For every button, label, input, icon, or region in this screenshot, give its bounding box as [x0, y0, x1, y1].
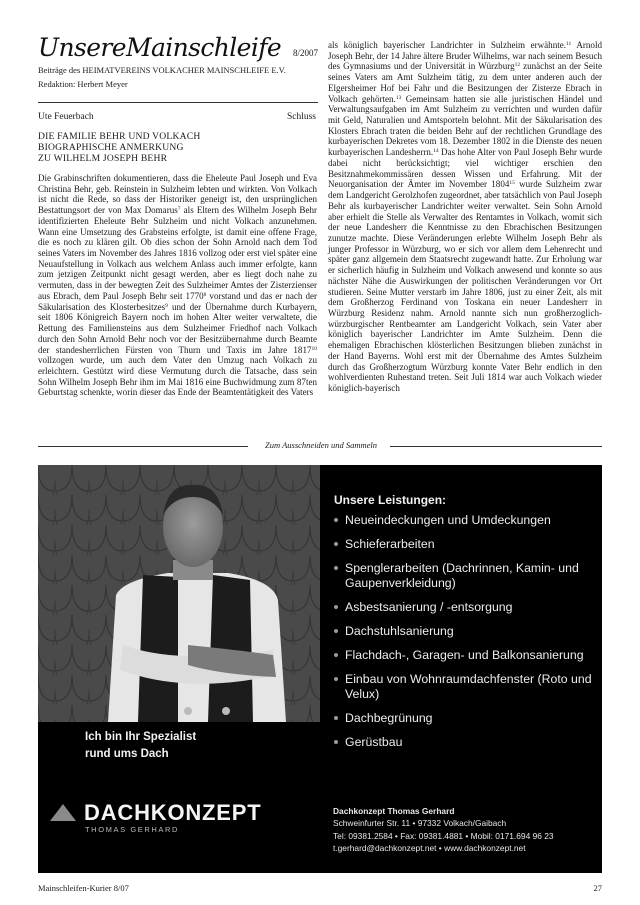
text-run: und der Übernahme durch Kurbayern, seit 1806 Königreich Bayern noch im hohen Alter weiter verwaltete, die Rettung des Familiensteins aus dem Sulzheimer Friedhof nach Volkach durch den Sohn Arnold Behr noch vor der Besitzübernahme durch Beamte der standesherrlichen Fürsten von Thurn und Taxis im Jahre 1817 [38, 301, 317, 355]
footnote-ref: 9 [165, 302, 168, 309]
service-label: Flachdach-, Garagen- und Balkonsanierung [345, 648, 584, 662]
claim-line: Ich bin Ihr Spezialist [85, 731, 197, 743]
cut-line-rule-right [390, 446, 602, 447]
part-label: Schluss [286, 112, 316, 122]
headline-line: BIOGRAPHISCHE ANMERKUNG [38, 142, 184, 153]
text-run: als Eltern des Wilhelm Joseph Behr identifizierten Eheleute Behr Sulzheim und nicht Volkach anzunehmen. Wann eine Umsetzung des Grabsteins erfolgte, ist damit eine offene Frage, die es noch zu klären gilt. Ob dies schon der Sohn Arnold nach dem Tod seines Vaters im November des Jahres 1816 vollzog oder erst viel später eine Neuaufstellung in Volkach aus welchem Anlass auch immer erfolgte, kann zum jetzigen Zeitpunkt nicht gesagt werden, aber es liegt doch nahe zu vermuten, dass in der bewegten Zeit des Sulzheimer Amtes der Zisterzienser aus Ebrach, dem Paul Joseph Behr seit 1770 [38, 205, 317, 301]
advertisement [38, 465, 602, 873]
masthead-rule [38, 102, 318, 103]
logo-wordmark: DACHKONZEPT [84, 800, 262, 825]
text-run: Gemeinsam hatten sie alle juristischen Händel und Verwaltungsaufgaben im Amt Sulzheim zu verrichten und wurden dafür mit Geld, Naturalien und Amtsporteln belohnt. Mit der Säkularisation des Klosters Ebrach traten die beiden Behr auf der rechtlichen Grundlage des kurbayerischen Dekretes vom 18. Dezember 1802 in die Dienste des neuen kurbayerischen Landesherrn. [328, 93, 602, 158]
footnote-ref: 14 [433, 148, 439, 155]
bullet-icon [334, 716, 338, 720]
magazine-title: UnsereMainschleife [38, 33, 282, 62]
footnote-ref: 10 [311, 345, 317, 352]
service-label: Gerüstbau [345, 735, 403, 749]
contact-web[interactable]: t.gerhard@dachkonzept.net • www.dachkonzept.net [333, 843, 526, 854]
footnote-ref: 8 [203, 291, 207, 298]
cut-line-rule-left [38, 446, 248, 447]
article-column-right [328, 40, 602, 394]
roof-triangle-icon [50, 804, 76, 821]
author: Ute Feuerbach [38, 112, 94, 122]
text-run: als königlich bayerischer Landrichter in Sulzheim erwähnte. [328, 40, 567, 50]
bullet-icon [334, 653, 338, 657]
page-footer [38, 883, 602, 893]
footnote-ref: 7 [177, 206, 181, 213]
service-item [334, 648, 594, 663]
portrait-illustration [38, 465, 320, 722]
article-column-left [38, 173, 317, 398]
footnote-ref: 15 [509, 180, 515, 187]
text-run: zunächst an der Seite seines Vaters am Amt Sulzheim tätig, zu dem unter anderen auch der Elgersheimer Hof bei Fahr und die Besitzungen der Zisterze Ebrach in Volkach gehörten. [328, 61, 602, 104]
headline-line: ZU WILHELM JOSEPH BEHR [38, 153, 168, 164]
footnote-ref: 11 [566, 41, 572, 47]
footnote-ref: 12 [514, 62, 521, 69]
cut-line [38, 440, 602, 452]
bullet-icon [334, 518, 338, 522]
article-headline [38, 131, 318, 164]
headline-line: DIE FAMILIE BEHR UND VOLKACH [38, 131, 201, 142]
service-label: Dachstuhlsanierung [345, 624, 454, 638]
bullet-icon [334, 740, 338, 744]
bullet-icon [334, 677, 338, 681]
service-item [334, 711, 594, 726]
service-label: Asbestsanierung / -entsorgung [345, 600, 513, 614]
bullet-icon [334, 566, 338, 570]
bullet-icon [334, 605, 338, 609]
service-label: Einbau von Wohnraumdachfenster (Roto und Velux) [345, 672, 592, 701]
contact-company: Dachkonzept Thomas Gerhard [333, 806, 455, 816]
services-list [334, 513, 594, 759]
claim-line: rund ums Dach [85, 748, 169, 760]
service-label: Neueindeckungen und Umdeckungen [345, 513, 551, 527]
body-text-right [328, 40, 602, 394]
text-run: Arnold Joseph Behr, der 14 Jahre ältere Bruder Wilhelms, war nach seinem Besuch des Gymnasiums und der Universität in Würzburg [328, 40, 602, 72]
services-title: Unsere Leistungen: [334, 493, 447, 507]
bullet-icon [334, 542, 338, 546]
logo-subtitle: THOMAS GERHARD [85, 825, 180, 834]
text-run: Das hohe Alter von Paul Joseph Behr wurde dabei nicht berücksichtigt; viel wichtiger erschien den Besitznahmekommissären dessen Wissen und Erfahrung. Mit der Neuorganisation der Ämter im November 1804 [328, 147, 602, 190]
service-item [334, 735, 594, 750]
masthead [38, 34, 318, 90]
service-label: Spenglerarbeiten (Dachrinnen, Kamin- und Gaupenverkleidung) [345, 561, 579, 590]
service-item [334, 624, 594, 639]
portrait-photo [38, 465, 320, 722]
ad-claim [85, 729, 196, 763]
service-label: Dachbegrünung [345, 711, 433, 725]
service-item [334, 600, 594, 615]
contact-info [333, 805, 554, 855]
text-run: wurde Sulzheim zwar dem Landgericht Gerolzhofen zugeordnet, aber tatsächlich von Paul Joseph Behr als kurbayerischer Landrichter weiter verwaltet. Sein Sohn Arnold aber erhielt die Stelle als Verwalter des Rentamtes in Volkach, womit sich der neue Landesherr die Kenntnisse zu den Ebrachischen Besitzungen zunutze machte. Diese Veränderungen erlebte Wilhelm Joseph Behr als junger Professor in Würzburg, wo er sich vor allem dem Lehenrecht und später ganz allgemein dem Staatsrecht zugewandt hatte. Zur Erholung war er sicherlich häufig in Sulzheim und Volkach anwesend und konnte so aus nächster Nähe die Auswirkungen der politischen Veränderungen vor Ort studieren. Seine Mutter verstarb im Jahre 1806, just zu einer Zeit, als mit dem Großherzog Ferdinand von Toskana ein neuer Landesherr in Würzburg Residenz nahm. Arnold nannte sich nun großherzoglich- würzburgischer Rentbeamter am Landgericht Volkach, sein Vater aber königlich bayerischer Landrichter im Amte Sulzheim. Denn die ehemaligen Ebrachischen klösterlichen Besitzungen blieben zunächst in der Hand Bayerns. Wohl erst mit der Übernahme des Amtes Sulzheim durch das Großherzogtum Würzburg konnte Vater Behr endlich in den wohlverdienten Ruhestand treten. Seit Juli 1814 war auch Volkach wieder königlich-bayerisch [328, 179, 602, 393]
bullet-icon [334, 629, 338, 633]
contact-address: Schweinfurter Str. 11 • 97332 Volkach/Gaibach [333, 818, 507, 829]
byline [38, 112, 316, 122]
text-run: Die Grabinschriften dokumentieren, dass die Eheleute Paul Joseph und Eva Christina Behr, geb. Reinstein in Sulzheim lebten und wirkten. Von Volkach ist nicht die Rede, so dass der Historiker geneigt ist, den ursprünglichen Bestattungsort der von Max Domarus [38, 173, 317, 216]
footnote-ref: 13 [395, 94, 402, 101]
body-text-left [38, 173, 317, 398]
masthead-subtitle: Beiträge des HEIMATVEREINS VOLKACHER MAINSCHLEIFE E.V. [38, 65, 286, 75]
service-item [334, 513, 594, 528]
service-item [334, 537, 594, 552]
issue-number: 8/2007 [292, 48, 318, 58]
contact-phones: Tel: 09381.2584 • Fax: 09381.4881 • Mobil: 0171.694 96 23 [333, 830, 554, 841]
cut-line-text: Zum Ausschneiden und Sammeln [265, 440, 377, 450]
footer-publication: Mainschleifen-Kurier 8/07 [38, 883, 129, 893]
service-label: Schieferarbeiten [345, 537, 435, 551]
service-item [334, 561, 594, 591]
page-number: 27 [593, 883, 602, 893]
masthead-editor: Redaktion: Herbert Meyer [38, 79, 128, 89]
text-run: vollzogen wurde, um auch dem Vater den Umzug nach Volkach zu erleichtern. Gestützt wird diese Vermutung durch die Tatsache, dass sein Sohn Wilhelm Joseph Behr ihm im Mai 1816 eine Buchwidmung zum 87ten Geburtstag schenkte, worin dieser das Ende der Beamtentätigkeit des Vaters [38, 355, 317, 398]
service-item [334, 672, 594, 702]
text-run: vorstand und das er nach der Säkularisation des Klosterbesitzes [38, 290, 317, 312]
